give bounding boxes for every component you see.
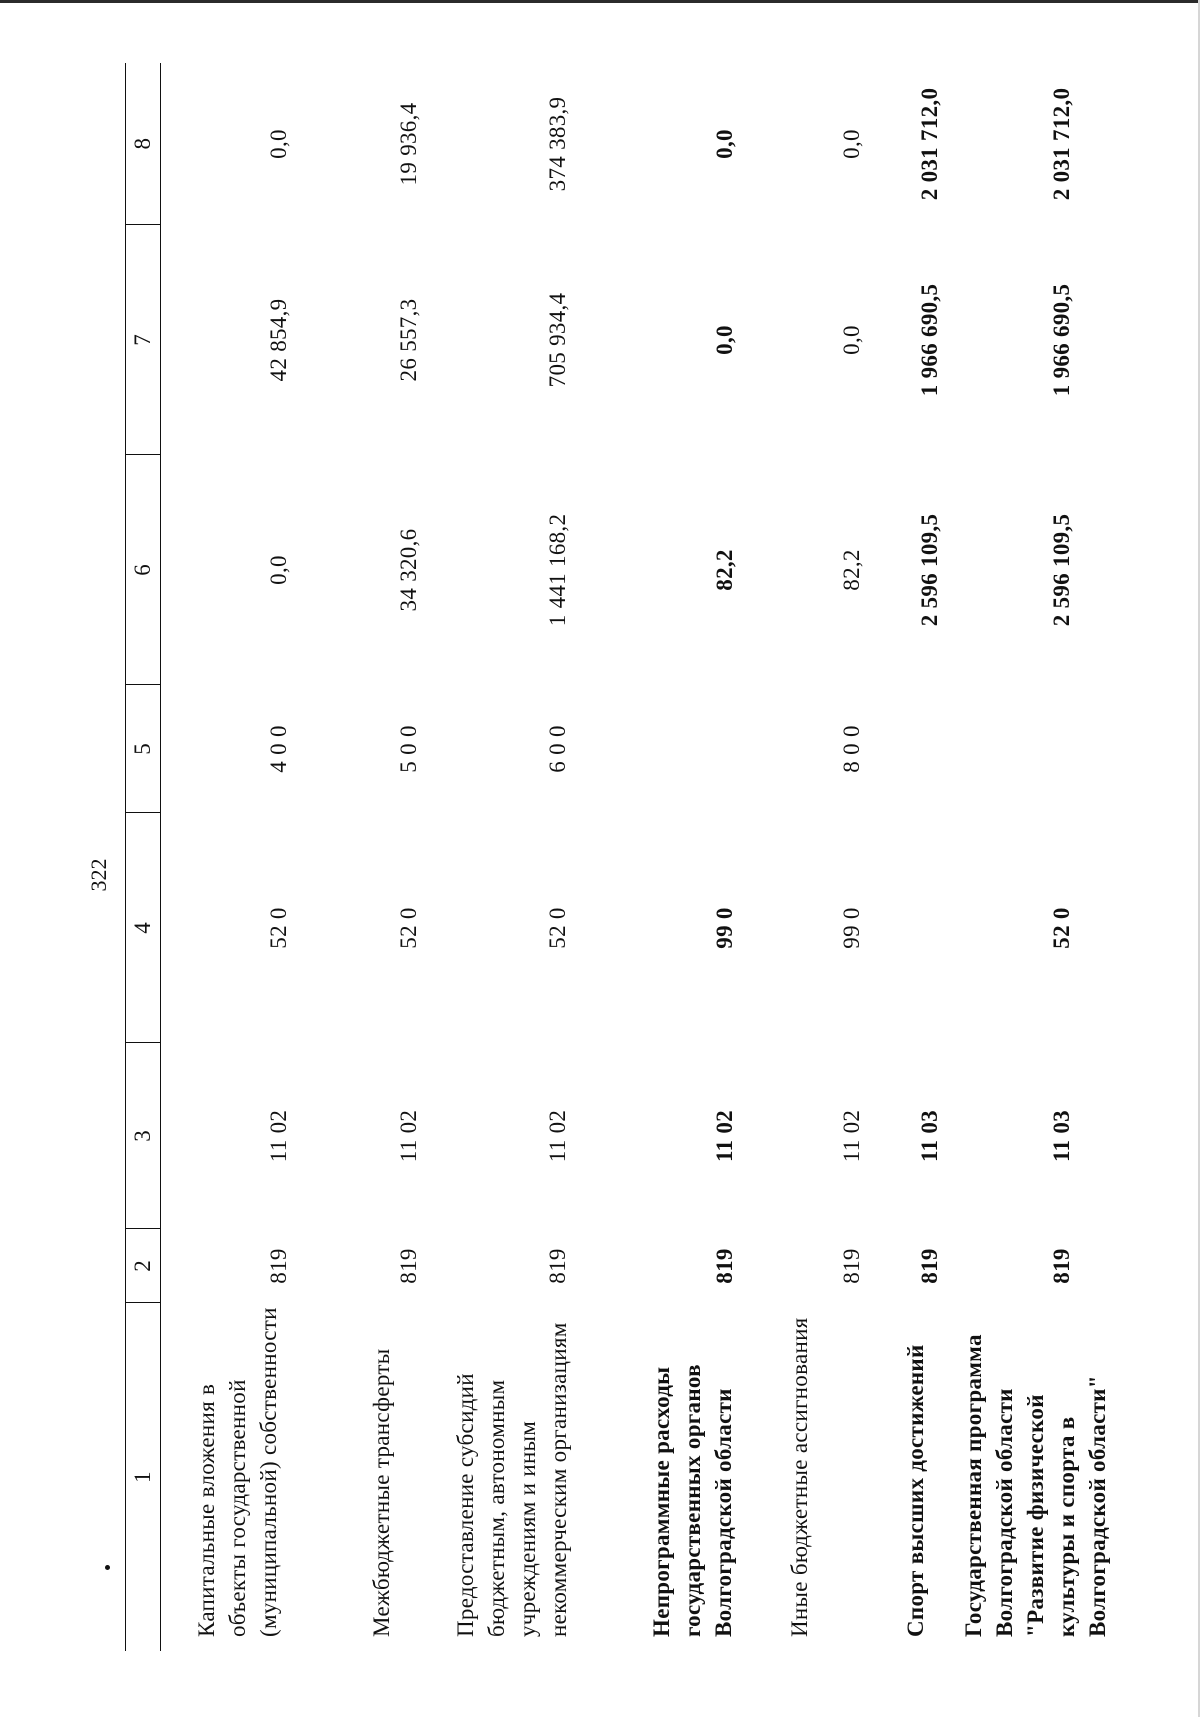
cell-col8: 0,0: [838, 129, 864, 159]
row-name: Спорт высших достижений: [903, 1344, 928, 1637]
cell-col6: 34 320,6: [395, 528, 421, 612]
column-header-5: 5: [126, 685, 161, 813]
cell-col2: 819: [395, 1248, 421, 1284]
cell-col4: 99 0: [838, 907, 864, 949]
table-row: [784, 63, 900, 1651]
table-row: [161, 63, 367, 1651]
cell-col6: 82,2: [838, 549, 864, 591]
cell-col4: 99 0: [711, 907, 737, 949]
column-header-8: 8: [126, 63, 161, 225]
budget-table-rotated: [125, 63, 1110, 1651]
cell-col5: [958, 685, 1146, 813]
cell-col4: 52 0: [1048, 907, 1074, 949]
cell-col3: 11 02: [711, 1110, 737, 1162]
cell-col3: 11 03: [916, 1110, 942, 1162]
page-number: 322: [86, 858, 111, 892]
budget-table: [125, 63, 1146, 1651]
cell-col7: 1 966 690,5: [1048, 283, 1074, 397]
cell-col6: 82,2: [711, 549, 737, 591]
cell-col3: 11 02: [838, 1109, 864, 1163]
cell-col8: 0,0: [711, 129, 737, 159]
table-row: [900, 63, 958, 1651]
cell-col5: [900, 685, 958, 813]
cell-col5: 4 0 0: [266, 725, 291, 773]
column-header-4: 4: [126, 813, 161, 1043]
table-row: [366, 63, 450, 1651]
scan-dot: [105, 1565, 110, 1570]
column-header-2: 2: [126, 1229, 161, 1303]
table-row: [958, 63, 1146, 1651]
cell-col2: 819: [1048, 1248, 1074, 1284]
row-name: Государственная программа Волгоградской области "Развитие физической культуры и спорта в Волгоградской области": [961, 1334, 1110, 1637]
cell-col7: 1 966 690,5: [916, 283, 942, 397]
row-name: Межбюджетные трансферты: [369, 1348, 394, 1637]
row-name: Капитальные вложения в объекты государственной (муниципальной) собственности: [194, 1307, 281, 1637]
cell-col7: 42 854,9: [266, 298, 291, 382]
cell-col2: 819: [266, 1248, 291, 1284]
cell-col5: [646, 685, 784, 813]
column-header-7: 7: [126, 225, 161, 455]
cell-col5: 5 0 0: [395, 725, 421, 773]
cell-col5: 6 0 0: [544, 725, 570, 773]
cell-col6: 2 596 109,5: [916, 513, 942, 627]
cell-col2: 819: [916, 1248, 942, 1284]
row-name: Иные бюджетные ассигнования: [787, 1317, 812, 1637]
cell-col6: 2 596 109,5: [1048, 513, 1074, 627]
cell-col4: 52 0: [544, 907, 570, 949]
cell-col3: 11 02: [395, 1109, 421, 1163]
cell-col2: 819: [711, 1248, 737, 1284]
table-row: [450, 63, 646, 1651]
cell-col8: 2 031 712,0: [916, 87, 942, 201]
column-header-1: 1: [126, 1303, 161, 1651]
cell-col5: 8 0 0: [838, 725, 864, 773]
column-header-6: 6: [126, 455, 161, 685]
table-row: [646, 63, 784, 1651]
cell-col2: 819: [544, 1248, 570, 1284]
cell-col3: 11 02: [266, 1109, 291, 1163]
scan-edge-top: [0, 0, 1200, 3]
cell-col4: [900, 813, 958, 1043]
cell-col3: 11 02: [544, 1109, 570, 1163]
cell-col3: 11 03: [1048, 1110, 1074, 1162]
cell-col8: 374 383,9: [544, 96, 570, 192]
cell-col4: 52 0: [266, 907, 291, 949]
cell-col7: 705 934,4: [544, 292, 570, 388]
cell-col2: 819: [838, 1248, 864, 1284]
row-name: Непрограммные расходы государственных органов Волгоградской области: [649, 1364, 736, 1637]
cell-col8: 0,0: [266, 129, 291, 159]
cell-col8: 2 031 712,0: [1048, 87, 1074, 201]
cell-col4: 52 0: [395, 907, 421, 949]
cell-col8: 19 936,4: [395, 102, 421, 186]
column-header-3: 3: [126, 1043, 161, 1229]
cell-col7: 0,0: [838, 325, 864, 355]
header-row: [126, 63, 161, 1651]
cell-col6: 0,0: [266, 555, 291, 585]
row-name: Предоставление субсидий бюджетным, автономным учреждениям и иным некоммерческим организациям: [453, 1322, 571, 1637]
cell-col6: 1 441 168,2: [544, 513, 570, 627]
cell-col7: 26 557,3: [395, 298, 421, 382]
cell-col7: 0,0: [711, 325, 737, 355]
